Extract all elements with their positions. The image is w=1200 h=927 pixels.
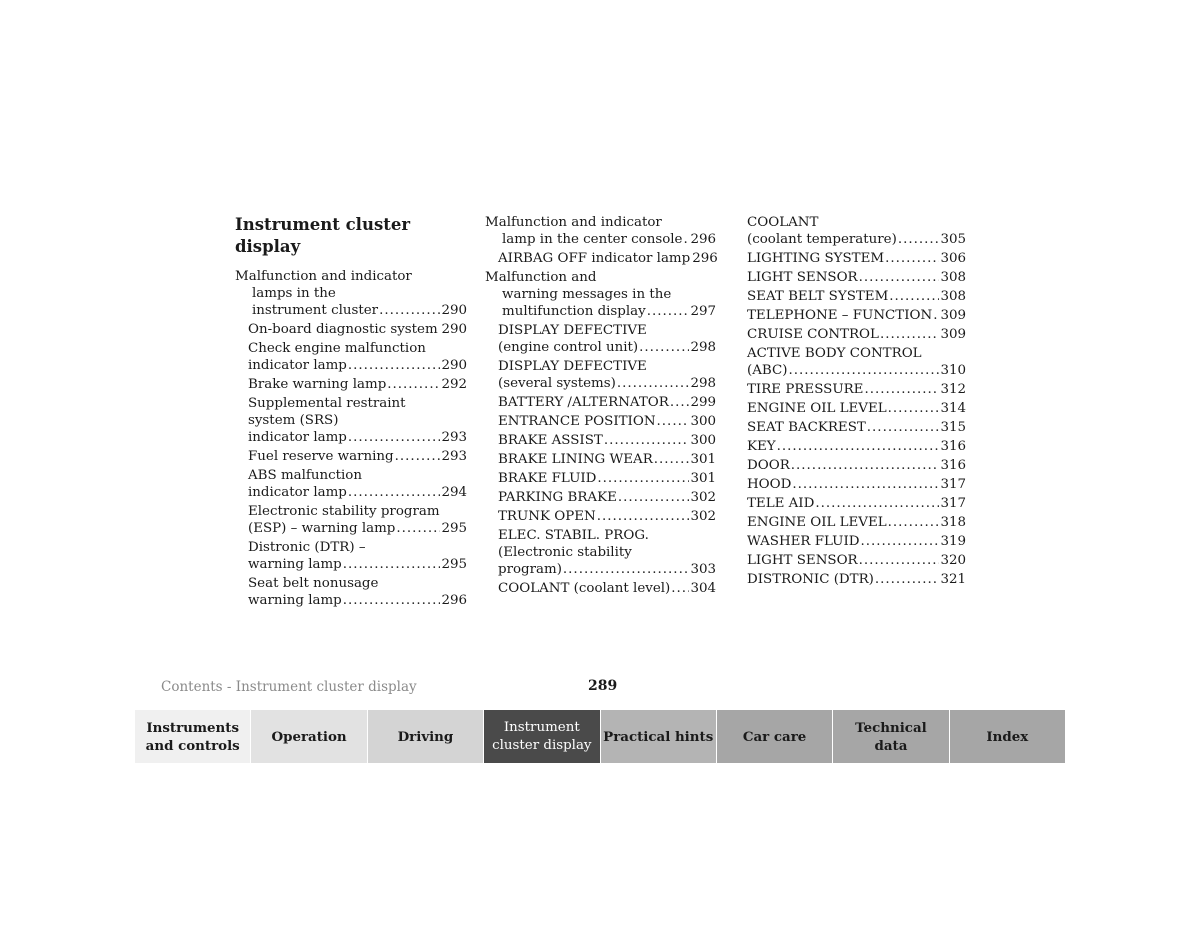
toc-page-number: 318: [940, 515, 966, 530]
dot-leader: [815, 495, 939, 512]
toc-entry: [235, 395, 467, 446]
dot-leader: [670, 394, 690, 411]
toc-line: [747, 231, 966, 248]
dot-leader: [348, 357, 441, 374]
toc-page-number: 314: [940, 401, 966, 416]
section-title: Instrument cluster display: [235, 215, 411, 256]
toc-entry: [235, 376, 467, 393]
toc-text: ABS malfunction: [248, 468, 362, 483]
toc-page-number: 308: [940, 289, 966, 304]
toc-page-number: 304: [690, 581, 716, 596]
toc-page-number: 300: [690, 433, 716, 448]
toc-line: [485, 561, 716, 578]
dot-leader: [604, 432, 690, 449]
toc-page-number: 301: [690, 471, 716, 486]
toc-page-number: 295: [441, 557, 467, 572]
toc-page-number: 294: [441, 485, 467, 500]
toc-column-3: [747, 214, 966, 590]
toc-page-number: 290: [441, 322, 467, 337]
toc-text: Electronic stability program: [248, 504, 440, 519]
tab-label: Instrument cluster display: [492, 719, 592, 753]
toc-text: multifunction display: [502, 304, 646, 319]
toc-entry: [747, 345, 966, 379]
toc-line: [485, 322, 716, 339]
toc-text: LIGHT SENSOR: [747, 553, 858, 568]
dot-leader: [888, 514, 940, 531]
toc-text: Malfunction and indicator: [235, 269, 412, 284]
dot-leader: [671, 580, 689, 597]
toc-text: ENGINE OIL LEVEL: [747, 515, 887, 530]
toc-line: [747, 533, 966, 550]
toc-line: [235, 357, 467, 374]
dot-leader: [792, 476, 939, 493]
toc-text: BRAKE ASSIST: [498, 433, 603, 448]
dot-leader: [597, 470, 689, 487]
toc-line: [747, 552, 966, 569]
dot-leader: [439, 321, 441, 338]
toc-entry: [747, 269, 966, 286]
toc-page-number: 293: [441, 449, 467, 464]
toc-text: COOLANT: [747, 215, 819, 230]
tab-label: Practical hints: [603, 728, 714, 745]
toc-text: warning lamp: [248, 593, 342, 608]
toc-page-number: 295: [441, 521, 467, 536]
toc-line: [485, 451, 716, 468]
toc-line: [747, 495, 966, 512]
tab-technical-data[interactable]: [833, 710, 949, 763]
toc-line: [747, 400, 966, 417]
dot-leader: [617, 375, 690, 392]
dot-leader: [348, 429, 441, 446]
toc-text: warning messages in the: [502, 287, 672, 302]
toc-text: PARKING BRAKE: [498, 490, 617, 505]
toc-text: On-board diagnostic system: [248, 322, 438, 337]
toc-page-number: 293: [441, 430, 467, 445]
toc-entry: [485, 527, 716, 578]
dot-leader: [875, 571, 940, 588]
tab-label: Technical data: [855, 719, 927, 754]
toc-line: [485, 544, 716, 561]
toc-text: LIGHTING SYSTEM: [747, 251, 885, 266]
toc-line: [485, 375, 716, 392]
toc-page-number: 302: [690, 509, 716, 524]
dot-leader: [888, 400, 940, 417]
toc-text: ELEC. STABIL. PROG.: [498, 528, 649, 543]
toc-entry: [747, 381, 966, 398]
toc-line: [235, 340, 467, 357]
toc-text: AIRBAG OFF indicator lamp: [498, 251, 691, 266]
toc-line: [485, 286, 716, 303]
tab-instruments-and-controls[interactable]: [135, 710, 251, 763]
toc-text: TELE AID: [747, 496, 815, 511]
toc-text: Malfunction and: [485, 270, 597, 285]
toc-page-number: 310: [940, 363, 966, 378]
toc-text: (ABC): [747, 363, 788, 378]
toc-page-number: 302: [690, 490, 716, 505]
dot-leader: [885, 250, 939, 267]
toc-text: indicator lamp: [248, 485, 347, 500]
toc-text: Brake warning lamp: [248, 377, 387, 392]
toc-text: ENGINE OIL LEVEL: [747, 401, 887, 416]
toc-entry: [747, 438, 966, 455]
toc-entry: [485, 358, 716, 392]
toc-text: Distronic (DTR) –: [248, 540, 366, 555]
toc-line: [235, 268, 467, 285]
dot-leader: [348, 484, 441, 501]
toc-entry: [747, 571, 966, 588]
toc-line: [747, 250, 966, 267]
toc-text: (ESP) – warning lamp: [248, 521, 396, 536]
toc-line: [747, 476, 966, 493]
toc-entry: [747, 457, 966, 474]
toc-entry: [747, 552, 966, 569]
toc-text: DISPLAY DEFECTIVE: [498, 359, 647, 374]
toc-line: [485, 394, 716, 411]
toc-text: DOOR: [747, 458, 790, 473]
tab-operation[interactable]: [251, 710, 367, 763]
toc-page-number: 312: [940, 382, 966, 397]
toc-page-number: 319: [940, 534, 966, 549]
dot-leader: [563, 561, 690, 578]
toc-entry: [485, 489, 716, 506]
toc-page-number: 317: [940, 496, 966, 511]
toc-text: BATTERY /ALTERNATOR: [498, 395, 669, 410]
toc-text: WASHER FLUID: [747, 534, 860, 549]
page-number: 289: [588, 678, 618, 694]
dot-leader: [395, 448, 441, 465]
toc-line: [235, 539, 467, 556]
toc-text: (several systems): [498, 376, 616, 391]
toc-line: [235, 395, 467, 412]
dot-leader: [597, 508, 690, 525]
dot-leader: [654, 451, 690, 468]
toc-entry: [485, 470, 716, 487]
tab-instrument-cluster-display[interactable]: [484, 710, 600, 763]
toc-entries: [485, 214, 716, 597]
dot-leader: [880, 326, 940, 343]
dot-leader: [861, 533, 940, 550]
toc-entry: [747, 400, 966, 417]
toc-line: [235, 592, 467, 609]
toc-line: [485, 214, 716, 231]
toc-text: BRAKE LINING WEAR: [498, 452, 653, 467]
toc-entries: [235, 268, 467, 609]
dot-leader: [683, 231, 689, 248]
tab-label: Operation: [271, 728, 347, 745]
dot-leader: [379, 302, 440, 319]
dot-leader: [639, 339, 689, 356]
toc-entries: [747, 214, 966, 588]
toc-text: indicator lamp: [248, 358, 347, 373]
toc-text: (Electronic stability: [498, 545, 632, 560]
toc-entry: [747, 533, 966, 550]
dot-leader: [864, 381, 939, 398]
toc-line: [747, 514, 966, 531]
toc-text: TELEPHONE – FUNCTION: [747, 308, 933, 323]
dot-leader: [343, 556, 441, 573]
dot-leader: [867, 419, 940, 436]
toc-entry: [485, 322, 716, 356]
toc-line: [485, 470, 716, 487]
toc-line: [485, 339, 716, 356]
toc-text: DISTRONIC (DTR): [747, 572, 874, 587]
toc-entry: [485, 214, 716, 248]
toc-entry: [747, 307, 966, 324]
toc-page-number: 292: [441, 377, 467, 392]
toc-text: DISPLAY DEFECTIVE: [498, 323, 647, 338]
toc-text: SEAT BELT SYSTEM: [747, 289, 889, 304]
toc-text: (engine control unit): [498, 340, 639, 355]
toc-page-number: 308: [940, 270, 966, 285]
toc-line: [747, 288, 966, 305]
toc-text: SEAT BACKREST: [747, 420, 866, 435]
toc-entry: [747, 250, 966, 267]
toc-line: [485, 231, 716, 248]
toc-page-number: 296: [441, 593, 467, 608]
toc-entry: [485, 413, 716, 430]
dot-leader: [396, 520, 440, 537]
toc-text: CRUISE CONTROL: [747, 327, 879, 342]
toc-entry: [235, 467, 467, 501]
toc-entry: [747, 419, 966, 436]
toc-line: [485, 250, 716, 267]
toc-text: LIGHT SENSOR: [747, 270, 858, 285]
toc-line: [235, 376, 467, 393]
tab-label: Instruments and controls: [145, 719, 240, 754]
dot-leader: [387, 376, 440, 393]
toc-page-number: 303: [690, 562, 716, 577]
toc-entry: [485, 432, 716, 449]
toc-line: [235, 302, 467, 319]
toc-line: [747, 214, 966, 231]
toc-page-number: 296: [690, 232, 716, 247]
toc-entry: [235, 503, 467, 537]
toc-line: [235, 285, 467, 302]
toc-text: ACTIVE BODY CONTROL: [747, 346, 922, 361]
toc-line: [747, 345, 966, 362]
toc-text: HOOD: [747, 477, 792, 492]
toc-line: [235, 412, 467, 429]
dot-leader: [647, 303, 690, 320]
tab-label: Driving: [397, 728, 454, 745]
toc-line: [747, 419, 966, 436]
toc-entry: [747, 288, 966, 305]
section-nav-bar: [135, 710, 1065, 763]
toc-page-number: 320: [940, 553, 966, 568]
toc-page-number: 315: [940, 420, 966, 435]
toc-text: indicator lamp: [248, 430, 347, 445]
toc-page-number: 316: [940, 439, 966, 454]
toc-text: TIRE PRESSURE: [747, 382, 864, 397]
toc-page-number: 306: [940, 251, 966, 266]
toc-page-number: 300: [690, 414, 716, 429]
toc-line: [485, 358, 716, 375]
toc-entry: [747, 495, 966, 512]
toc-text: BRAKE FLUID: [498, 471, 597, 486]
toc-page-number: 317: [940, 477, 966, 492]
dot-leader: [933, 307, 939, 324]
dot-leader: [343, 592, 441, 609]
toc-line: [235, 484, 467, 501]
dot-leader: [618, 489, 690, 506]
toc-line: [485, 508, 716, 525]
toc-text: COOLANT (coolant level): [498, 581, 671, 596]
toc-page-number: 316: [940, 458, 966, 473]
tab-driving[interactable]: [368, 710, 484, 763]
dot-leader: [859, 269, 940, 286]
toc-line: [235, 520, 467, 537]
toc-entry: [235, 340, 467, 374]
toc-page-number: 297: [690, 304, 716, 319]
toc-entry: [485, 451, 716, 468]
toc-line: [747, 438, 966, 455]
dot-leader: [898, 231, 940, 248]
toc-text: Seat belt nonusage: [248, 576, 379, 591]
toc-line: [747, 326, 966, 343]
toc-text: (coolant temperature): [747, 232, 897, 247]
toc-line: [235, 503, 467, 520]
toc-line: [485, 303, 716, 320]
toc-text: TRUNK OPEN: [498, 509, 596, 524]
toc-page-number: 290: [441, 358, 467, 373]
toc-page-number: 309: [940, 308, 966, 323]
toc-text: lamps in the: [252, 286, 336, 301]
toc-line: [747, 457, 966, 474]
toc-text: Malfunction and indicator: [485, 215, 662, 230]
tab-index[interactable]: [950, 710, 1065, 763]
toc-text: Fuel reserve warning: [248, 449, 394, 464]
toc-text: program): [498, 562, 562, 577]
toc-entry: [485, 250, 716, 267]
toc-entry: [747, 326, 966, 343]
toc-text: lamp in the center console: [502, 232, 683, 247]
dot-leader: [859, 552, 940, 569]
dot-leader: [889, 288, 939, 305]
toc-text: warning lamp: [248, 557, 342, 572]
toc-entry: [485, 269, 716, 320]
toc-text: KEY: [747, 439, 776, 454]
toc-text: instrument cluster: [252, 303, 379, 318]
toc-entry: [235, 575, 467, 609]
toc-text: ENTRANCE POSITION: [498, 414, 656, 429]
toc-line: [747, 571, 966, 588]
tab-practical-hints[interactable]: [601, 710, 717, 763]
tab-label: Car care: [742, 728, 807, 745]
dot-leader: [657, 413, 690, 430]
toc-line: [485, 489, 716, 506]
toc-column-2: [485, 214, 716, 599]
toc-page-number: 296: [692, 251, 718, 266]
toc-page-number: 298: [690, 340, 716, 355]
toc-page-number: 299: [690, 395, 716, 410]
toc-text: system (SRS): [248, 413, 339, 428]
toc-line: [485, 432, 716, 449]
toc-entry: [747, 214, 966, 248]
toc-line: [747, 307, 966, 324]
toc-line: [747, 269, 966, 286]
toc-line: [485, 269, 716, 286]
dot-leader: [791, 457, 940, 474]
toc-text: Supplemental restraint: [248, 396, 406, 411]
dot-leader: [788, 362, 939, 379]
toc-line: [485, 527, 716, 544]
toc-line: [235, 321, 467, 338]
toc-entry: [747, 476, 966, 493]
toc-entry: [235, 448, 467, 465]
footer-caption: Contents - Instrument cluster display: [161, 679, 417, 695]
toc-entry: [485, 508, 716, 525]
toc-line: [235, 429, 467, 446]
toc-entry: [235, 321, 467, 338]
toc-page-number: 309: [940, 327, 966, 342]
toc-line: [485, 413, 716, 430]
toc-line: [235, 467, 467, 484]
toc-text: Check engine malfunction: [248, 341, 426, 356]
toc-page-number: 305: [940, 232, 966, 247]
toc-entry: [235, 539, 467, 573]
toc-page-number: 298: [690, 376, 716, 391]
toc-line: [235, 575, 467, 592]
toc-line: [235, 448, 467, 465]
toc-line: [485, 580, 716, 597]
toc-line: [235, 556, 467, 573]
tab-label: Index: [986, 728, 1029, 745]
toc-page-number: 321: [940, 572, 966, 587]
toc-entry: [485, 394, 716, 411]
toc-entry: [235, 268, 467, 319]
toc-entry: [747, 514, 966, 531]
toc-page-number: 290: [441, 303, 467, 318]
tab-car-care[interactable]: [717, 710, 833, 763]
toc-page-number: 301: [690, 452, 716, 467]
toc-line: [747, 362, 966, 379]
toc-entry: [485, 580, 716, 597]
toc-line: [747, 381, 966, 398]
dot-leader: [777, 438, 940, 455]
toc-column-1: [235, 214, 467, 611]
